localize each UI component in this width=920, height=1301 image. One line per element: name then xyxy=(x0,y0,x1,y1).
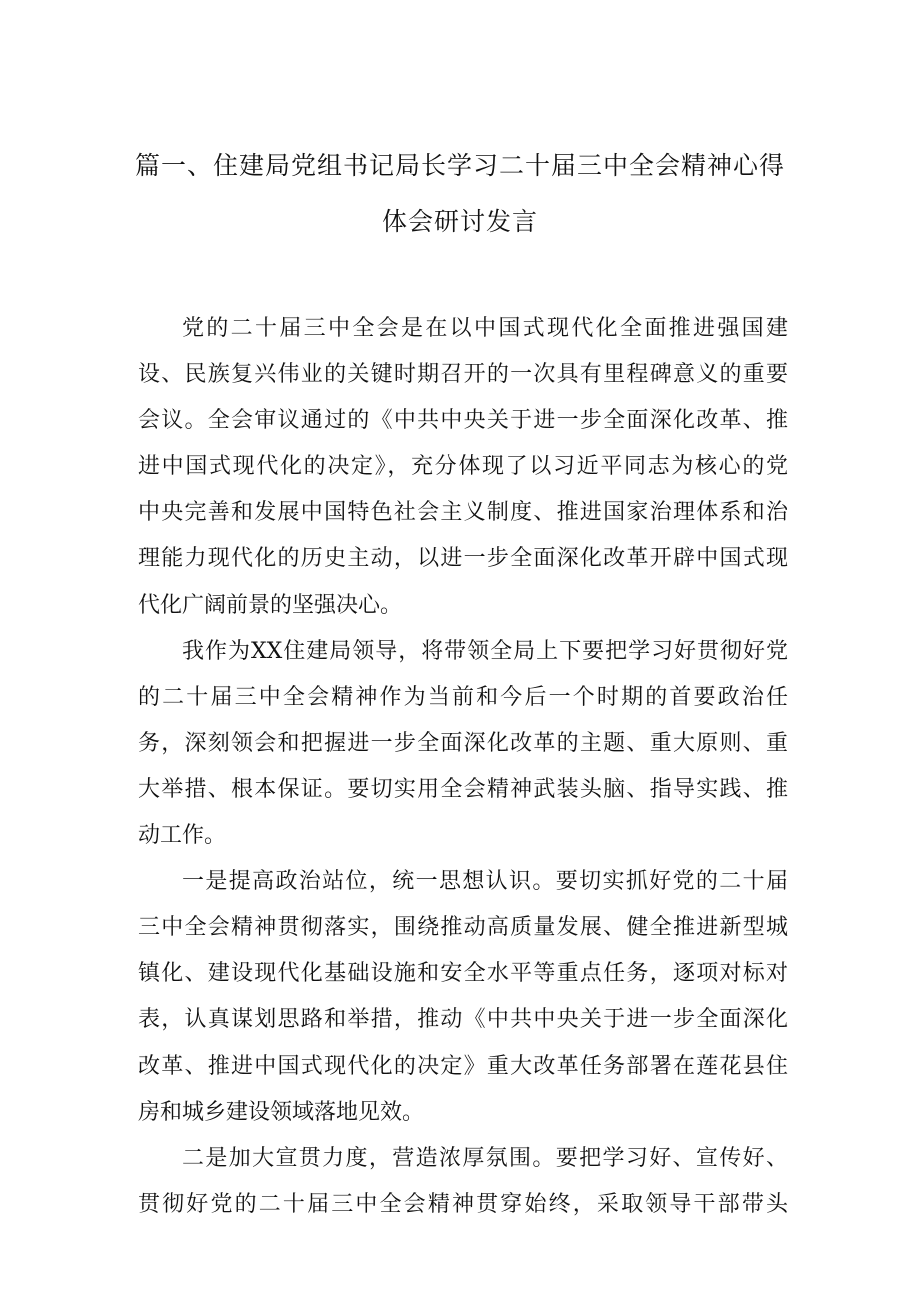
body-text-line: 贯彻好党的二十届三中全会精神贯穿始终，采取领导干部带头 xyxy=(138,1191,788,1217)
body-text-line: 代化广阔前景的坚强决心。 xyxy=(138,592,403,618)
body-text-line: 设、民族复兴伟业的关键时期召开的一次具有里程碑意义的重要 xyxy=(138,362,788,388)
body-text-line: 镇化、建设现代化基础设施和安全水平等重点任务，逐项对标对 xyxy=(138,961,788,987)
body-text-line: 二是加大宣贯力度，营造浓厚氛围。要把学习好、宣传好、 xyxy=(182,1145,788,1171)
body-text-line: 动工作。 xyxy=(138,823,227,849)
body-text-line: 务，深刻领会和把握进一步全面深化改革的主题、重大原则、重 xyxy=(138,730,788,756)
body-text-line: 我作为XX住建局领导，将带领全局上下要把学习好贯彻好党 xyxy=(182,638,788,664)
body-text-line: 会议。全会审议通过的《中共中央关于进一步全面深化改革、推 xyxy=(138,408,788,434)
body-text-line: 的二十届三中全会精神作为当前和今后一个时期的首要政治任 xyxy=(138,684,788,710)
body-text-line: 改革、推进中国式现代化的决定》重大改革任务部署在莲花县住 xyxy=(138,1053,788,1079)
body-text-line: 党的二十届三中全会是在以中国式现代化全面推进强国建 xyxy=(182,316,788,341)
body-text-line: 中央完善和发展中国特色社会主义制度、推进国家治理体系和治 xyxy=(138,500,788,526)
body-text-line: 三中全会精神贯彻落实，围绕推动高质量发展、健全推进新型城 xyxy=(138,915,788,941)
document-title-line-1: 篇一、住建局党组书记局长学习二十届三中全会精神心得 xyxy=(134,151,785,180)
document-body xyxy=(138,306,788,1228)
body-text-line: 进中国式现代化的决定》，充分体现了以习近平同志为核心的党 xyxy=(138,454,788,480)
body-text-line: 大举措、根本保证。要切实用全会精神武装头脑、指导实践、推 xyxy=(138,776,788,802)
body-text-line: 表，认真谋划思路和举措，推动《中共中央关于进一步全面深化 xyxy=(138,1007,788,1033)
body-text-line: 房和城乡建设领域落地见效。 xyxy=(138,1099,425,1125)
body-text-line: 一是提高政治站位，统一思想认识。要切实抓好党的二十届 xyxy=(182,869,788,895)
body-text-line: 理能力现代化的历史主动，以进一步全面深化改革开辟中国式现 xyxy=(138,546,788,572)
document-title-line-2: 体会研讨发言 xyxy=(381,207,538,236)
